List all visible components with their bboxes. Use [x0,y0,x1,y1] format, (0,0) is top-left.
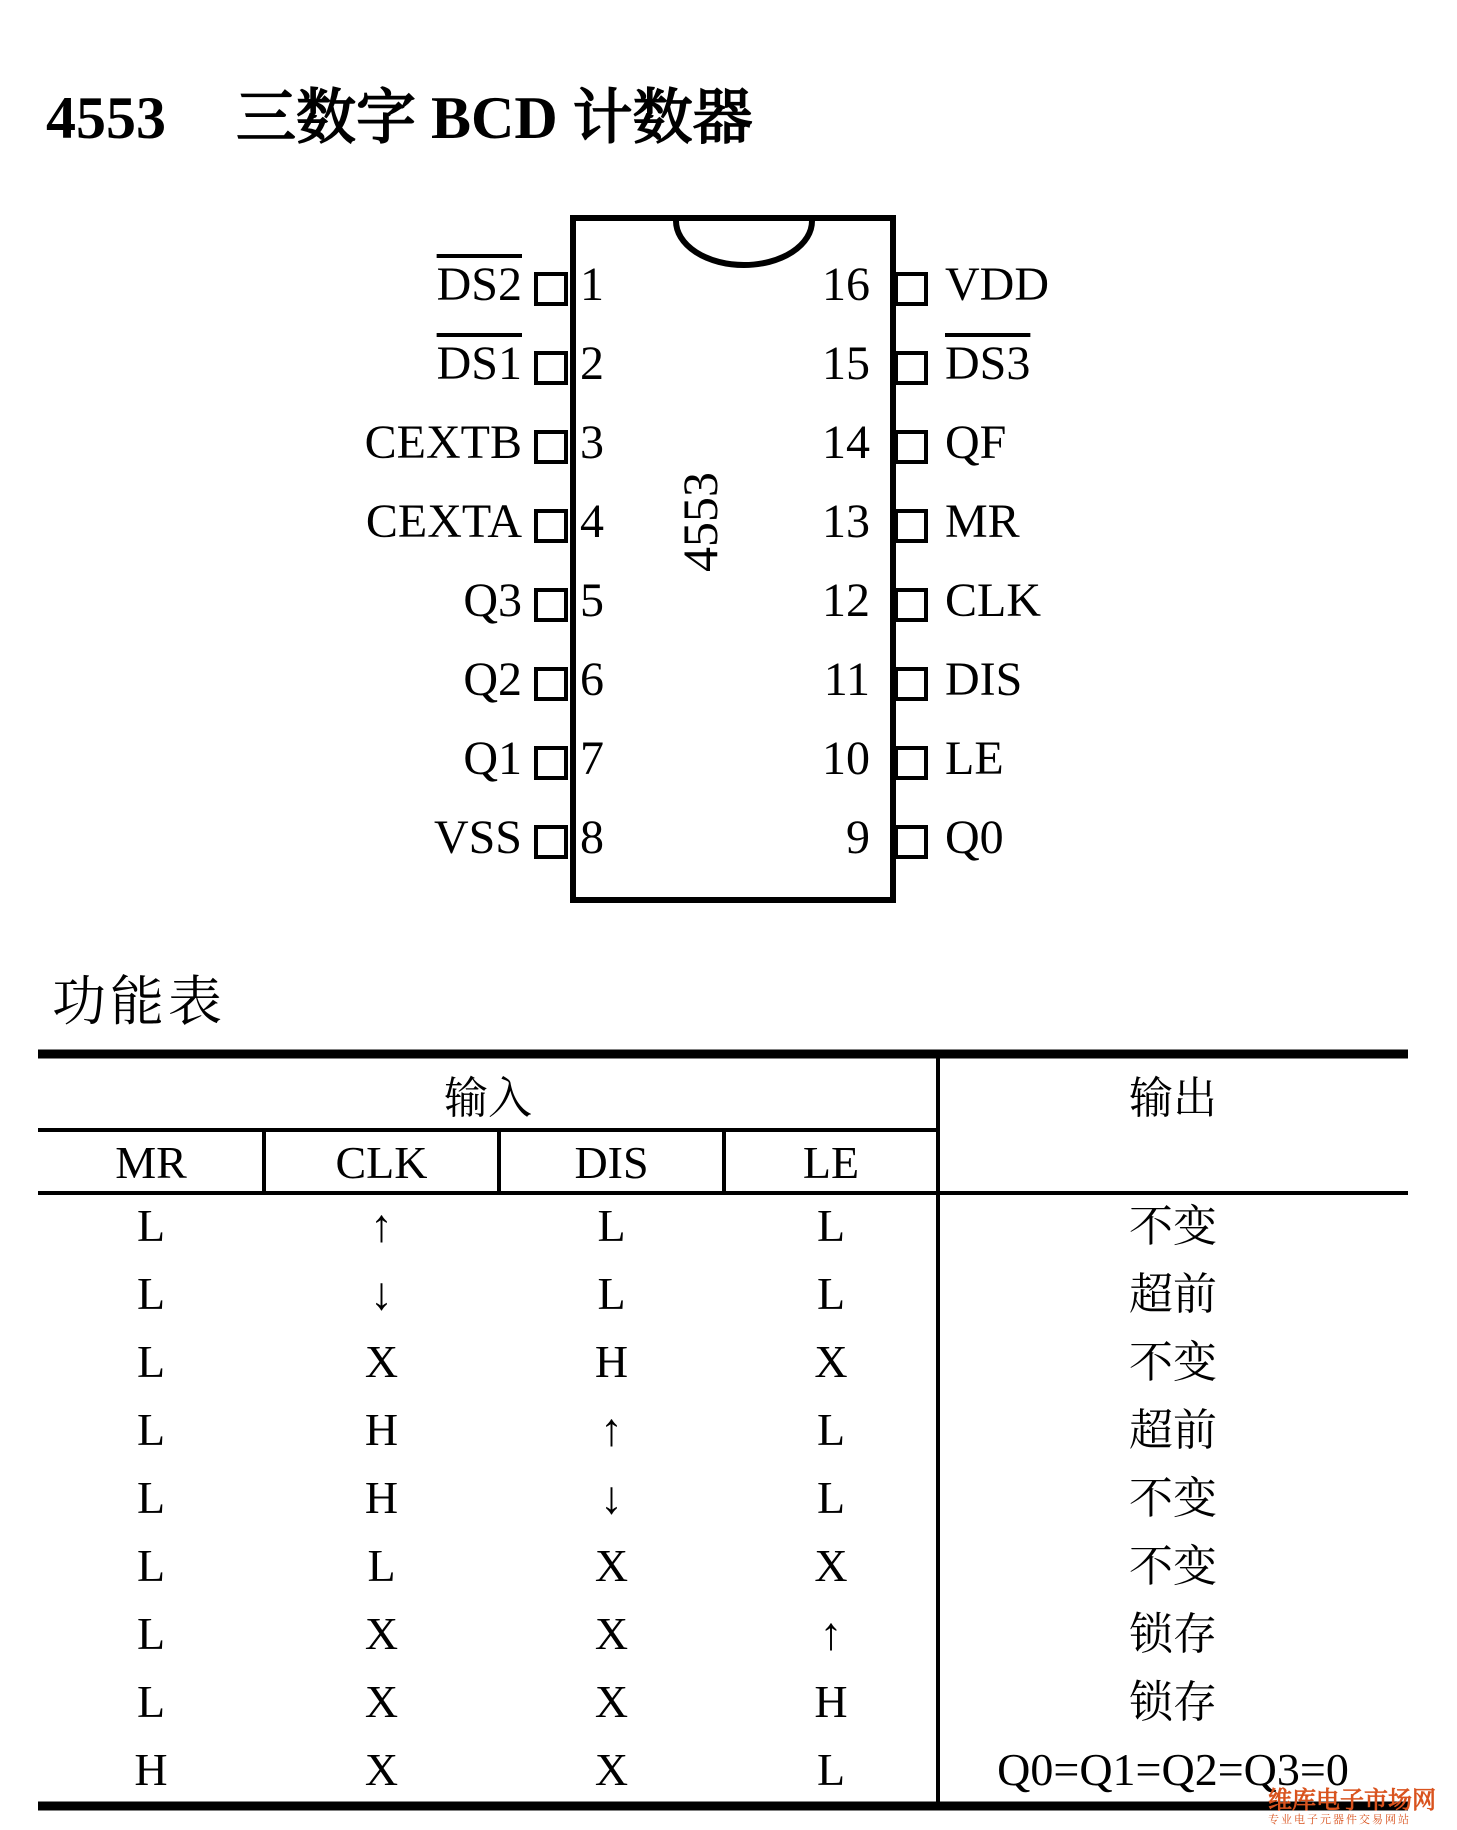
cell-clk-row-1: ↑ [370,1200,393,1251]
pin-15-name [945,337,1031,390]
cell-clk-row-3: X [364,1336,399,1387]
pin-11-name [945,653,1023,706]
cell-le-row-6: X [814,1540,848,1591]
pin-4-pad [536,511,566,541]
cell-output-row-3: 不变 [1129,1337,1217,1388]
pin-16-number [800,258,870,311]
pin-4-number-text: 4 [580,495,604,548]
cell-le-row-5: L [816,1472,846,1523]
pin-2-number-text: 2 [580,337,604,390]
title-device-name: 三数字 BCD 计数器 [236,85,753,151]
pin-6-number [580,653,604,706]
pin-3-name [262,416,522,469]
pin-7-name [262,732,522,785]
pin-10-number [800,732,870,785]
pin-10-name-text: LE [945,732,1004,785]
cell-dis-row-5: ↓ [600,1472,623,1523]
pin-2-name [262,337,522,390]
watermark-main-text: 维库电子市场网 [1268,1786,1436,1814]
pin-13-name-text: MR [945,495,1020,548]
cell-clk-row-8: X [364,1676,399,1727]
column-header-mr: MR [115,1137,187,1188]
pin-9-pad [896,827,926,857]
pin-7-number-text: 7 [580,732,604,785]
pin1-notch [676,221,812,265]
cell-output-row-1: 不变 [1129,1201,1217,1252]
pin-7-number [580,732,604,785]
cell-mr-row-4: L [136,1404,166,1455]
cell-clk-row-4: H [364,1404,399,1455]
pin-12-number [800,574,870,627]
pin-1-number [580,258,604,311]
pin-10-number-text: 10 [822,732,870,785]
pin-7-pad [536,748,566,778]
pin-5-pad [536,590,566,620]
pin-5-name-text: Q3 [463,574,522,627]
cell-le-row-2: L [816,1268,846,1319]
column-header-dis: DIS [574,1137,649,1188]
cell-dis-row-7: X [594,1608,629,1659]
pin-12-name-text: CLK [945,574,1041,627]
pin-8-number-text: 8 [580,811,604,864]
pin-9-name-text: Q0 [945,811,1004,864]
cell-clk-row-5: H [364,1472,399,1523]
cell-mr-row-1: L [136,1200,166,1251]
pin-11-pad [896,669,926,699]
cell-le-row-1: L [816,1200,846,1251]
pin-1-pad [536,274,566,304]
pin-12-number-text: 12 [822,574,870,627]
output-header: 输出 [1129,1073,1217,1124]
cell-mr-row-7: L [136,1608,166,1659]
pin-14-name [945,416,1007,469]
cell-le-row-3: X [814,1336,848,1387]
pin-11-name-text: DIS [945,653,1023,706]
watermark-logo [1268,1788,1436,1825]
pin-13-pad [896,511,926,541]
cell-dis-row-4: ↑ [600,1404,623,1455]
cell-mr-row-6: L [136,1540,166,1591]
pin-16-name [945,258,1049,311]
pin-11-number [800,653,870,706]
cell-output-row-4: 超前 [1129,1405,1217,1456]
cell-dis-row-6: X [594,1540,629,1591]
pin-13-number [800,495,870,548]
pin-3-number [580,416,604,469]
pin-4-number [580,495,604,548]
cell-output-row-9: Q0=Q1=Q2=Q3=0 [997,1744,1349,1795]
pin-12-name [945,574,1041,627]
pin-8-name [262,811,522,864]
pin-14-number [800,416,870,469]
pin-3-pad [536,432,566,462]
cell-clk-row-6: L [367,1540,396,1591]
pin-2-number [580,337,604,390]
pin-4-name [262,495,522,548]
cell-clk-row-9: X [364,1744,399,1795]
pin-12-pad [896,590,926,620]
pin-8-number [580,811,604,864]
cell-dis-row-1: L [597,1200,626,1251]
pin-7-name-text: Q1 [463,732,522,785]
pin-14-number-text: 14 [822,416,870,469]
cell-mr-row-2: L [136,1268,166,1319]
pin-16-name-text: VDD [945,258,1049,311]
watermark-sub-text: 专业电子元器件交易网站 [1268,1813,1411,1826]
cell-output-row-8: 锁存 [1129,1677,1217,1728]
pin-1-name-text: DS2 [436,258,522,311]
pin-6-name [262,653,522,706]
cell-mr-row-8: L [136,1676,166,1727]
pin-16-number-text: 16 [822,258,870,311]
pin-11-number-text: 11 [823,653,870,706]
title-part-number: 4553 [46,85,166,151]
cell-clk-row-2: ↓ [370,1268,393,1319]
cell-dis-row-9: X [594,1744,629,1795]
pin-10-pad [896,748,926,778]
pin-5-number-text: 5 [580,574,604,627]
column-header-clk: CLK [335,1137,428,1188]
pin-2-pad [536,353,566,383]
cell-dis-row-3: H [594,1336,629,1387]
pin-15-name-text: DS3 [945,337,1031,390]
pin-5-name [262,574,522,627]
cell-dis-row-2: L [597,1268,626,1319]
pin-9-number [800,811,870,864]
pin-13-number-text: 13 [822,495,870,548]
pin-9-name [945,811,1004,864]
pin-15-number [800,337,870,390]
cell-le-row-4: L [816,1404,846,1455]
pin-15-pad [896,353,926,383]
cell-output-row-5: 不变 [1129,1473,1217,1524]
pin-3-name-text: CEXTB [364,416,522,469]
pin-13-name [945,495,1020,548]
function-table-title: 功能表 [52,970,226,1033]
cell-output-row-7: 锁存 [1129,1609,1217,1660]
cell-le-row-8: H [814,1676,848,1727]
pin-5-number [580,574,604,627]
pin-14-pad [896,432,926,462]
pin-6-pad [536,669,566,699]
column-header-le: LE [802,1137,860,1188]
pin-8-name-text: VSS [433,811,522,864]
cell-output-row-6: 不变 [1129,1541,1217,1592]
chip-body [573,218,893,900]
cell-le-row-9: L [816,1744,846,1795]
pin-1-name [262,258,522,311]
pin-3-number-text: 3 [580,416,604,469]
pin-16-pad [896,274,926,304]
pin-6-name-text: Q2 [463,653,522,706]
pin-10-name [945,732,1004,785]
pin-6-number-text: 6 [580,653,604,706]
pin-9-number-text: 9 [846,811,870,864]
cell-clk-row-7: X [364,1608,399,1659]
pin-14-name-text: QF [945,416,1007,469]
cell-mr-row-9: H [134,1744,168,1795]
cell-dis-row-8: X [594,1676,629,1727]
pin-1-number-text: 1 [580,258,604,311]
cell-mr-row-3: L [136,1336,166,1387]
pin-15-number-text: 15 [822,337,870,390]
cell-le-row-7: ↑ [819,1608,843,1659]
input-header: 输入 [444,1073,532,1124]
chip-label: 4553 [672,472,728,572]
cell-output-row-2: 超前 [1129,1269,1217,1320]
pin-4-name-text: CEXTA [365,495,522,548]
cell-mr-row-5: L [136,1472,166,1523]
pin-2-name-text: DS1 [436,337,522,390]
pin-8-pad [536,827,566,857]
